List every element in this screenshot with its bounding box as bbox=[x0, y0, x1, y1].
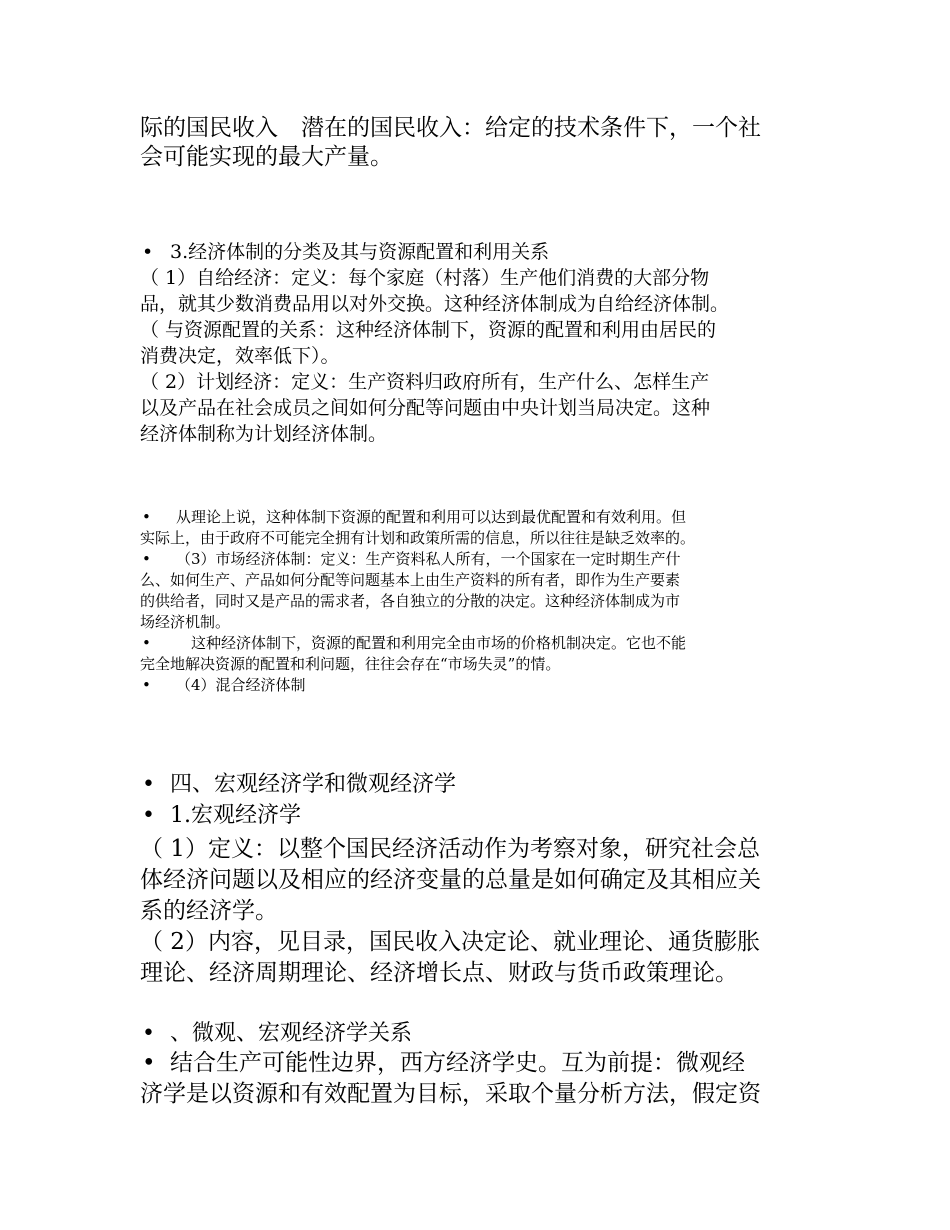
definition-paragraph bbox=[140, 834, 812, 989]
sub-heading bbox=[140, 802, 812, 830]
bullet-icon: • bbox=[142, 772, 155, 797]
list-item-text: 从理论上说，这种体制下资源的配置和利用可以达到最优配置和有效利用。但 bbox=[176, 508, 687, 526]
bullet-icon: • bbox=[142, 241, 154, 263]
relation-paragraph bbox=[140, 1048, 812, 1110]
list-item-text: 这种经济体制下，资源的配置和利用完全由市场的价格机制决定。它也不能 bbox=[176, 634, 687, 652]
paragraph-line: （ 与资源配置的关系：这种经济体制下，资源的配置和利用由居民的 bbox=[140, 319, 717, 341]
relation-heading bbox=[140, 1020, 812, 1048]
paragraph-line: 济学是以资源和有效配置为目标，采取个量分析方法，假定资 bbox=[140, 1081, 761, 1107]
bullet-icon: • bbox=[142, 634, 151, 652]
bullet-icon: • bbox=[142, 1050, 156, 1076]
list-item-text: （4）混合经济体制 bbox=[176, 676, 306, 694]
heading-text: 3.经济体制的分类及其与资源配置和利用关系 bbox=[170, 241, 550, 263]
list-item-text: （3）市场经济体制：定义：生产资料私人所有，一个国家在一定时期生产什 bbox=[176, 550, 681, 568]
paragraph-line: （ 1）定义：以整个国民经济活动作为考察对象，研究社会总 bbox=[140, 836, 760, 862]
section-heading bbox=[140, 239, 812, 265]
paragraph-line: 际的国民收入 潜在的国民收入：给定的技术条件下，一个社 bbox=[140, 115, 761, 141]
bullet-icon: • bbox=[142, 676, 151, 694]
bullet-icon: • bbox=[142, 508, 151, 526]
paragraph-line: 品，就其少数消费品用以对外交换。这种经济体制成为自给经济体制。 bbox=[140, 293, 730, 315]
list-item bbox=[140, 507, 812, 549]
section-macro-micro bbox=[140, 771, 812, 1110]
bullet-icon: • bbox=[142, 1021, 155, 1046]
list-item-line: 的供给者，同时又是产品的需求者，各自独立的分散的决定。这种经济体制成为市 bbox=[140, 592, 681, 610]
paragraph-line: 会可能实现的最大产量。 bbox=[140, 144, 393, 170]
paragraph-line: 理论、经济周期理论、经济增长点、财政与货币政策理论。 bbox=[140, 960, 738, 986]
paragraph-line: 体经济问题以及相应的经济变量的总量是如何确定及其相应关 bbox=[140, 867, 761, 893]
paragraph-line: （ 2）内容，见目录，国民收入决定论、就业理论、通货膨胀 bbox=[140, 929, 760, 955]
paragraph-text: 结合生产可能性边界，西方经济学史。互为前提：微观经 bbox=[170, 1050, 745, 1076]
list-item bbox=[140, 633, 812, 675]
list-item-line: 场经济机制。 bbox=[140, 613, 231, 631]
bullet-icon: • bbox=[142, 550, 151, 568]
list-item-line: 么、如何生产、产品如何分配等问题基本上由生产资料的所有者，即作为生产要素 bbox=[140, 571, 681, 589]
paragraph-line bbox=[140, 1048, 812, 1079]
list-item bbox=[140, 675, 812, 696]
section-small-notes bbox=[140, 507, 812, 696]
list-item-line bbox=[140, 633, 812, 654]
bullet-icon: • bbox=[142, 803, 155, 828]
paragraph-line: （ 1）自给经济：定义：每个家庭（村落）生产他们消费的大部分物 bbox=[140, 267, 710, 289]
sub-heading-text: 1.宏观经济学 bbox=[170, 803, 301, 828]
list-item bbox=[140, 549, 812, 633]
paragraph-line: 以及产品在社会成员之间如何分配等问题由中央计划当局决定。这种 bbox=[140, 397, 711, 419]
list-item-line: 实际上，由于政府不可能完全拥有计划和政策所需的信息，所以往往是缺乏效率的。 bbox=[140, 529, 696, 547]
list-item-line bbox=[140, 549, 812, 570]
heading-text: 四、宏观经济学和微观经济学 bbox=[170, 772, 457, 797]
list-item-line bbox=[140, 675, 812, 696]
paragraph-line: 消费决定，效率低下）。 bbox=[140, 345, 340, 367]
list-item-line bbox=[140, 507, 812, 528]
section-economic-systems bbox=[140, 239, 812, 447]
paragraph-line: （ 2）计划经济：定义：生产资料归政府所有，生产什么、怎样生产 bbox=[140, 371, 710, 393]
top-paragraph bbox=[140, 114, 812, 172]
paragraph-line: 经济体制称为计划经济体制。 bbox=[140, 423, 388, 445]
relation-heading-text: 、微观、宏观经济学关系 bbox=[170, 1021, 413, 1046]
section-heading bbox=[140, 771, 812, 799]
list-item-line: 完全地解决资源的配置和利问题，往往会存在“市场失灵”的情。 bbox=[140, 655, 561, 673]
paragraph-line: 系的经济学。 bbox=[140, 898, 278, 924]
